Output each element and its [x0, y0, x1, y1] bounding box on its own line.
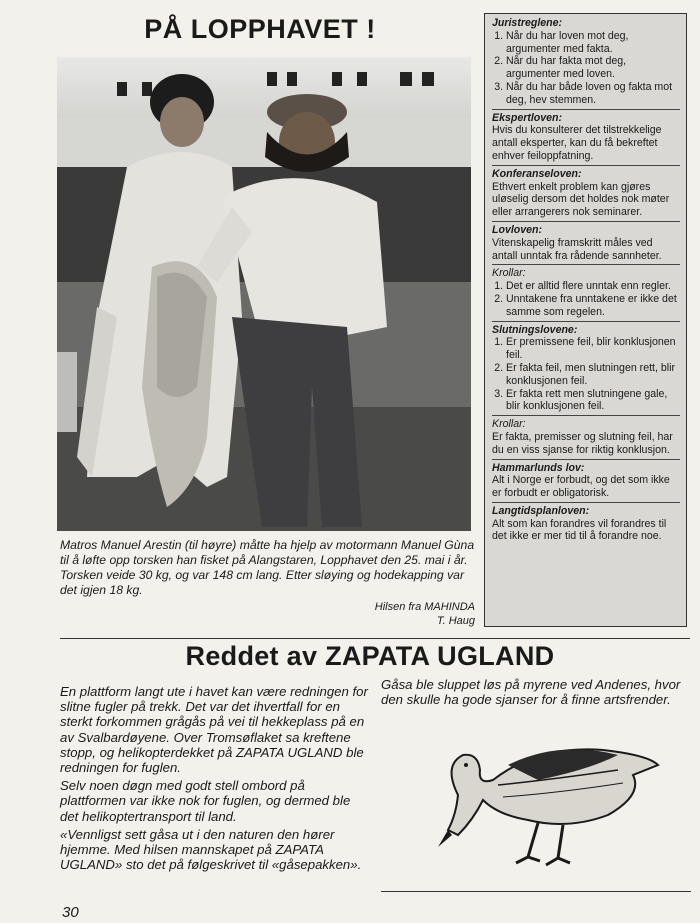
section-title: Juristreglene:	[492, 17, 563, 29]
section-text: Vitenskapelig framskritt måles ved antall unntak fra rådende sannheter.	[492, 236, 662, 262]
page-number: 30	[62, 904, 79, 921]
section-title: Langtidsplanloven:	[492, 504, 590, 517]
section-title: Hammarlunds lov:	[492, 461, 585, 474]
caption-text: Matros Manuel Arestin (til høyre) måtte ha hjelp av motormann Manuel Gùna til å løfte opp torsken han fisket på Alangstaren, Lopphavet den 25. mai i år. Torsken veide 30 kg, og var 148 cm lang. Etter sløying og hodekapping var det igjen 18 kg.	[60, 538, 475, 597]
list-item: 1. Er premissene feil, blir konklusjonen feil.	[506, 336, 680, 362]
laws-section	[492, 168, 680, 222]
fishermen-photo	[57, 57, 471, 531]
section-title: Krollar:	[492, 267, 526, 280]
list-item: 2. Er fakta feil, men slutningen rett, blir konklusjonen feil.	[506, 362, 680, 388]
list-item: 3. Når du har både loven og fakta mot deg, hev stemmen.	[506, 81, 680, 107]
photo-credit	[300, 600, 475, 628]
laws-section	[492, 462, 680, 503]
laws-section	[492, 418, 680, 459]
article-headline: Reddet av ZAPATA UGLAND	[185, 641, 555, 671]
article-column-right	[381, 677, 693, 707]
section-text: Ethvert enkelt problem kan gjøres uløselig dersom det holdes nok møter eller arrangerers nok seminarer.	[492, 180, 670, 219]
list-item: 2. Når du har fakta mot deg, argumenter med loven.	[506, 55, 680, 81]
section-text: Alt i Norge er forbudt, og det som ikke er forbudt er obligatorisk.	[492, 474, 670, 500]
section-text: Hvis du konsulterer det tilstrekkelige antall eksperter, kan du få bekreftet enhver feiloppfatning.	[492, 124, 662, 162]
column-rule	[381, 891, 691, 892]
laws-section	[492, 324, 680, 417]
article-headline: PÅ LOPPHAVET !	[144, 14, 376, 44]
credit-line: Hilsen fra MAHINDA	[374, 601, 475, 613]
paragraph: Selv noen døgn med godt stell ombord på plattformen var ikke nok for fuglen, og dermed ble det helikoptertransport til land.	[60, 778, 351, 824]
section-text: Alt som kan forandres vil forandres til det ikke er mer tid til å forandre noe.	[492, 517, 667, 543]
paragraph: «Vennligst sett gåsa ut i den naturen den hører hjemme. Med hilsen mannskapet på ZAPATA UGLAND» sto det på følgeskrivet til «gåsepakken».	[60, 826, 362, 873]
article-column-left	[60, 684, 372, 875]
list-item: 3. Er fakta rett men slutningene gale, blir konklusjonen feil.	[506, 388, 680, 414]
list-item: 1. Når du har loven mot deg, argumenter med fakta.	[506, 30, 680, 56]
section-title: Ekspertloven:	[492, 111, 563, 124]
section-title: Lovloven:	[492, 223, 543, 236]
section-title: Konferanseloven:	[492, 167, 582, 180]
laws-sidebar	[484, 13, 687, 627]
paragraph: Gåsa ble sluppet løs på myrene ved Andenes, hvor den skulle ha gode sjanser for å finne artsfrender.	[381, 677, 681, 708]
laws-section	[492, 267, 680, 321]
photo-caption	[60, 538, 480, 598]
paragraph: En plattform langt ute i havet kan være redningen for slitne fugler på trekk. Det var det ihvertfall for en sterkt forkommen grågås på vei til hekkeplass på en av Svalbardøyene. Over Tromsøflaket sa kreftene stopp, og helikopterdekket på ZAPATA UGLAND ble redningen for fuglen.	[60, 684, 368, 776]
list-item: 2. Unntakene fra unntakene er ikke det samme som regelen.	[506, 293, 680, 319]
section-text: Er fakta, premisser og slutning feil, har du en viss sjanse for riktig konklusjon.	[492, 430, 673, 456]
section-title: Krollar:	[492, 418, 526, 431]
laws-section	[492, 224, 680, 265]
goose-illustration	[418, 725, 668, 875]
credit-author: T. Haug	[436, 615, 475, 627]
section-title: Slutningslovene:	[492, 323, 578, 336]
laws-section	[492, 17, 680, 110]
numbered-list	[492, 280, 680, 318]
list-item: 1. Det er alltid flere unntak enn regler.	[506, 280, 680, 293]
numbered-list	[492, 336, 680, 413]
laws-section	[492, 112, 680, 166]
laws-section	[492, 505, 680, 545]
numbered-list	[492, 30, 680, 107]
section-divider	[60, 638, 690, 639]
